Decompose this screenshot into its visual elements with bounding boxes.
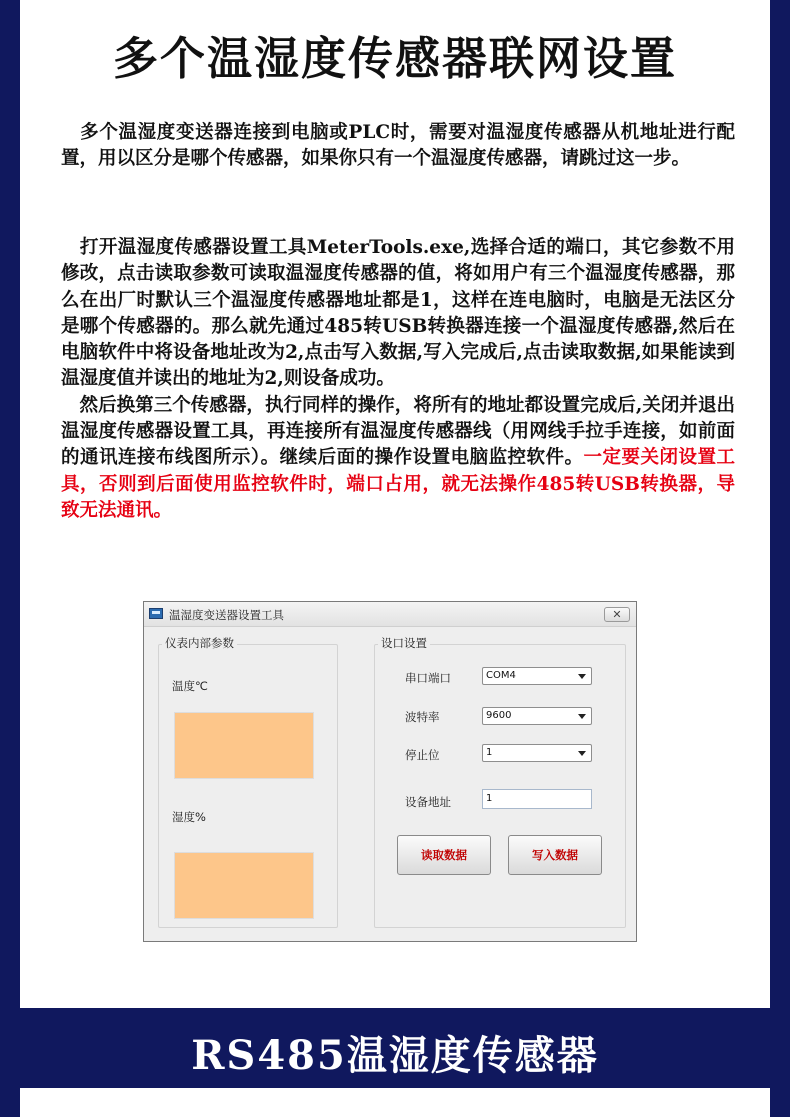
window-title: 温湿度变送器设置工具 [169, 608, 284, 622]
device-address-label: 设备地址 [405, 795, 451, 809]
footer-white-strip [20, 1088, 770, 1117]
serial-port-value: COM4 [486, 670, 516, 681]
baud-rate-label: 波特率 [405, 710, 440, 724]
serial-port-label: 串口端口 [405, 671, 451, 685]
port-settings-group-label: 设口设置 [378, 635, 430, 651]
meter-params-group-label: 仪表内部参数 [162, 635, 237, 651]
stop-bit-value: 1 [486, 747, 493, 758]
instructions-paragraph [61, 235, 735, 524]
serial-port-select[interactable] [482, 667, 592, 685]
warning-text: 一定要关闭设置工具，否则到后面使用监控软件时，端口占用，就无法操作485转USB转换器，导致无法通讯。 [61, 447, 735, 521]
instructions-text: 打开温湿度传感器设置工具MeterTools.exe,选择合适的端口，其它参数不用修改，点击读取参数可读取温湿度传感器的值，将如用户有三个温湿度传感器，那么在出厂时默认三个温湿度传感器地址都是1，这样在连电脑时，电脑是无法区分是哪个传感器的。那么就先通过485转USB转换器连接一个温湿度传感器,然后在电脑软件中将设备地址改为2,点击写入数据,写入完成后,点击读取数据,如果能读到温湿度值并读出的地址为2,则设备成功。 [61, 237, 735, 390]
write-data-button[interactable]: 写入数据 [508, 835, 602, 875]
humidity-display [174, 852, 314, 919]
close-button[interactable] [604, 607, 630, 622]
window-titlebar[interactable] [144, 602, 636, 627]
footer-title: RS485温湿度传感器 [191, 1032, 599, 1079]
device-address-value: 1 [486, 793, 493, 804]
stop-bit-select[interactable] [482, 744, 592, 762]
device-address-input[interactable] [482, 789, 592, 809]
port-settings-group [374, 644, 626, 928]
page-title: 多个温湿度传感器联网设置 [112, 32, 677, 85]
humidity-label: 湿度% [172, 810, 206, 824]
chevron-down-icon [578, 714, 586, 719]
instructions-followup-text: 然后换第三个传感器，执行同样的操作，将所有的地址都设置完成后,关闭并退出温湿度传感器设置工具，再连接所有温湿度传感器线（用网线手拉手连接，如前面的通讯连接布线图所示）。继续后面的操作设置电脑监控软件。 [61, 394, 735, 469]
instructions-block-1 [61, 235, 735, 393]
baud-rate-select[interactable] [482, 707, 592, 725]
baud-rate-value: 9600 [486, 710, 512, 721]
close-icon: ✕ [612, 608, 622, 621]
intro-text: 多个温湿度变送器连接到电脑或PLC时，需要对温湿度传感器从机地址进行配置，用以区分是哪个传感器，如果你只有一个温湿度传感器，请跳过这一步。 [61, 122, 735, 170]
temperature-display [174, 712, 314, 779]
stop-bit-label: 停止位 [405, 748, 440, 762]
settings-tool-window [143, 601, 637, 942]
chevron-down-icon [578, 751, 586, 756]
chevron-down-icon [578, 674, 586, 679]
read-data-button[interactable]: 读取数据 [397, 835, 491, 875]
intro-paragraph [61, 120, 735, 173]
instructions-block-2 [61, 393, 735, 524]
temperature-label: 温度℃ [172, 679, 208, 693]
app-monitor-icon [149, 608, 163, 619]
